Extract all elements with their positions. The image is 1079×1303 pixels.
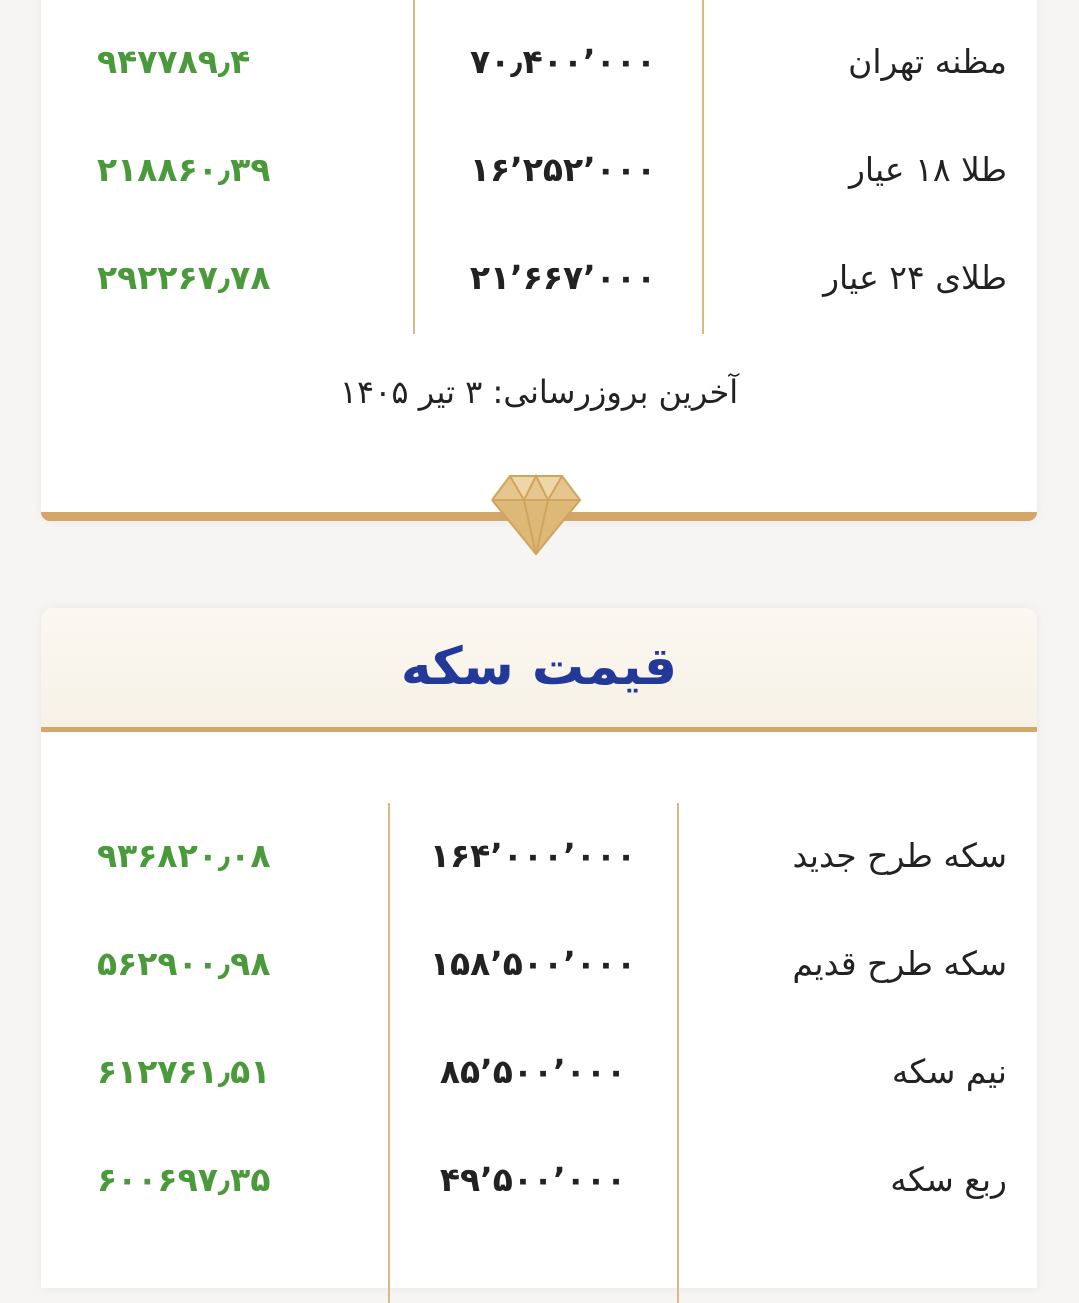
section-header [41,608,1037,727]
table-row [41,32,1037,92]
item-name: سکه طرح قدیم [792,944,1007,983]
coin-price-card [41,608,1037,1288]
item-price: ۷۰٫۴۰۰٬۰۰۰ [470,42,656,81]
section-title: قیمت سکه [400,637,678,697]
table-row [41,934,1037,994]
item-price: ۱۶٬۲۵۲٬۰۰۰ [469,150,657,189]
table-row [41,248,1037,308]
item-price: ۱۶۴٬۰۰۰٬۰۰۰ [429,836,637,875]
item-change: ۶۰۰۶۹۷٫۳۵ [97,1160,271,1199]
item-change: ۲۹۲۲۶۷٫۷۸ [97,258,271,297]
table-row [41,1042,1037,1102]
item-change: ۶۱۲۷۶۱٫۵۱ [97,1052,271,1091]
item-name: نیم سکه [891,1052,1007,1091]
table-row [41,826,1037,886]
item-price: ۸۵٬۵۰۰٬۰۰۰ [439,1052,627,1091]
table-row [41,1150,1037,1210]
item-price: ۴۹٬۵۰۰٬۰۰۰ [439,1160,627,1199]
item-change: ۲۱۸۸۶۰٫۳۹ [97,150,271,189]
item-change: ۹۳۶۸۲۰٫۰۸ [97,836,271,875]
item-name: مظنه تهران [848,42,1007,81]
item-change: ۵۶۲۹۰۰٫۹۸ [97,944,271,983]
item-price: ۲۱٬۶۶۷٬۰۰۰ [469,258,657,297]
gold-price-card [41,0,1037,521]
header-divider [41,727,1037,732]
last-update-text: آخرین بروزرسانی: ۳ تیر ۱۴۰۵ [339,373,739,411]
item-name: ربع سکه [890,1160,1007,1199]
item-change: ۹۴۷۷۸۹٫۴ [97,42,251,81]
item-name: سکه طرح جدید [792,836,1007,875]
item-name: طلای ۲۴ عیار [823,258,1007,297]
table-row [41,140,1037,200]
item-name: طلا ۱۸ عیار [848,150,1007,189]
diamond-icon [490,472,582,556]
item-price: ۱۵۸٬۵۰۰٬۰۰۰ [429,944,637,983]
